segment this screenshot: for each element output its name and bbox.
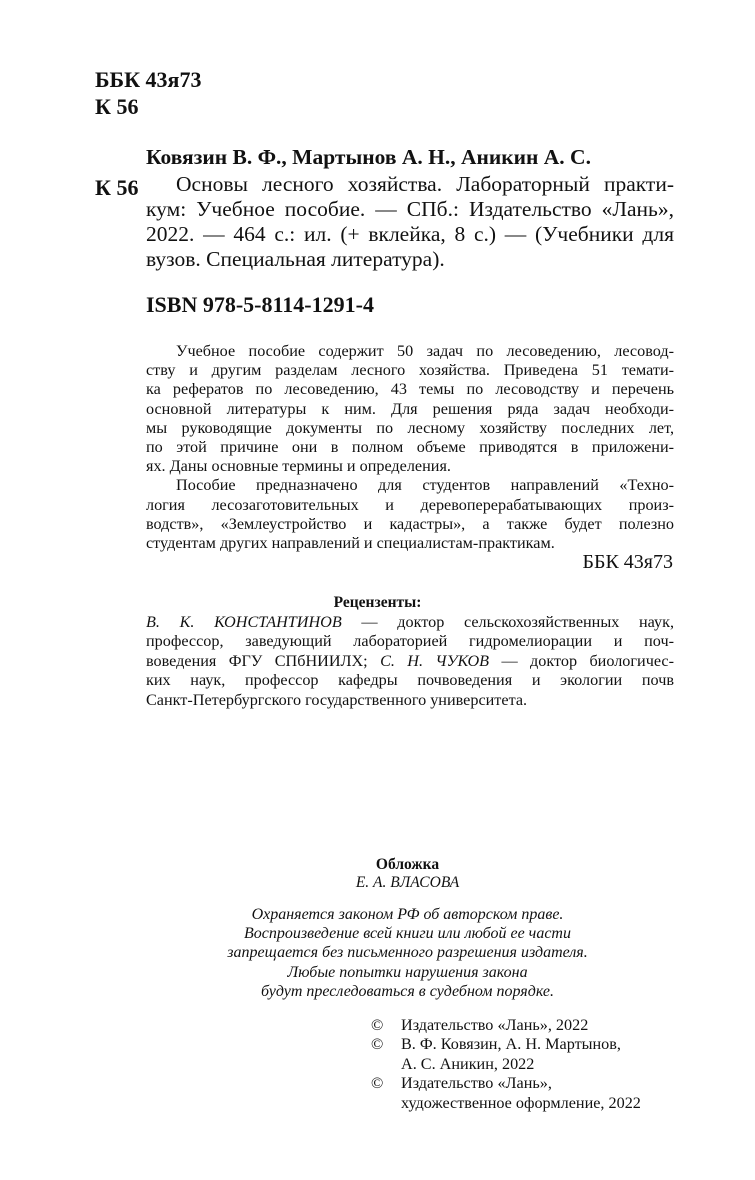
annotation-line: ях. Даны основные термины и определения. [146,457,451,476]
reviewer-text: — доктор биологичес- [489,651,675,670]
cover-title: Обложка [375,856,440,873]
bbk-code: ББК 43я73 [95,67,202,92]
bbk-code-right: ББК 43я73 [582,551,673,573]
reviewer-line: ких наук, профессор кафедры почвоведения и экологии почв [146,671,674,690]
author-mark-inline: К 56 [95,175,139,200]
bbk-classification-block [95,66,201,120]
biblio-line: кум: Учебное пособие. — СПб.: Издательство «Лань», [146,197,674,221]
biblio-line: 2022. — 464 с.: ил. (+ вклейка, 8 с.) — (Учебники для [146,222,674,246]
copyright-law-notice [0,905,755,1001]
law-line: Воспроизведение всей книги или любой ее части [244,925,571,943]
annotation-line: Пособие предназначено для студентов направлений «Техно- [176,476,674,495]
reviewer-line [146,613,674,632]
copyright-icon: © [371,1016,384,1034]
law-line: Любые попытки нарушения закона [287,963,528,981]
bibliographic-description [146,172,674,272]
copyright-icon: © [371,1035,384,1054]
authors-line: Ковязин В. Ф., Мартынов А. Н., Аникин А. С. [146,145,591,169]
reviewers-block [146,613,674,710]
reviewers-title: Рецензенты: [333,594,422,611]
copyright-entry [371,1074,641,1113]
copyright-line: Издательство «Лань», [401,1074,552,1093]
biblio-line: вузов. Специальная литература). [146,247,445,271]
reviewer-line: профессор, заведующий лабораторией гидромелиорации и поч- [146,632,674,651]
law-line: будут преследоваться в судебном порядке. [260,982,555,1000]
annotation-line: ка рефератов по лесоведению, 43 темы по лесоводству и перечень [146,380,674,399]
annotation-line: Учебное пособие содержит 50 задач по лесоведению, лесовод- [176,342,674,360]
reviewer-text: — доктор сельскохозяйственных наук, [341,613,674,631]
copyright-entry [371,1035,641,1074]
cover-designer: Е. А. ВЛАСОВА [355,874,460,891]
reviewer-name: С. Н. ЧУКОВ [380,651,490,670]
copyright-line: В. Ф. Ковязин, А. Н. Мартынов, [401,1035,621,1054]
copyright-entry [371,1016,641,1035]
law-line: запрещается без письменного разрешения издателя. [227,944,588,962]
copyright-line: Издательство «Лань», 2022 [401,1016,589,1034]
reviewer-text: воведения ФГУ СПбНИИЛХ; [146,651,381,670]
annotation-line: студентам других направлений и специалистам-практикам. [146,534,555,553]
copyright-line: художественное оформление, 2022 [401,1093,641,1112]
biblio-line: Основы лесного хозяйства. Лабораторный практи- [176,172,674,196]
copyright-line: А. С. Аникин, 2022 [401,1054,535,1073]
copyright-icon: © [371,1074,384,1093]
author-mark-code: К 56 [95,94,139,119]
annotation-line: логия лесозаготовительных и деревоперерабатывающих произ- [146,495,674,514]
annotation-line: основной литературы к ним. Для решения ряда задач необходи- [146,399,674,418]
copyright-block [371,1016,641,1113]
reviewer-name: В. К. КОНСТАНТИНОВ [146,613,342,631]
annotation-line: мы руководящие документы по лесному хозяйству последних лет, [146,418,674,437]
annotation-line: по этой причине они в полном объеме приводятся в приложени- [146,438,674,457]
annotation [146,342,674,553]
annotation-line: водств», «Землеустройство и кадастры», а также будет полезно [146,514,674,533]
annotation-line: ству и другим разделам лесного хозяйства. Приведена 51 темати- [146,361,674,380]
reviewer-line [146,652,674,671]
law-line: Охраняется законом РФ об авторском праве. [251,906,564,923]
isbn: ISBN 978-5-8114-1291-4 [146,292,374,317]
reviewer-line: Санкт-Петербургского государственного университета. [146,690,528,709]
